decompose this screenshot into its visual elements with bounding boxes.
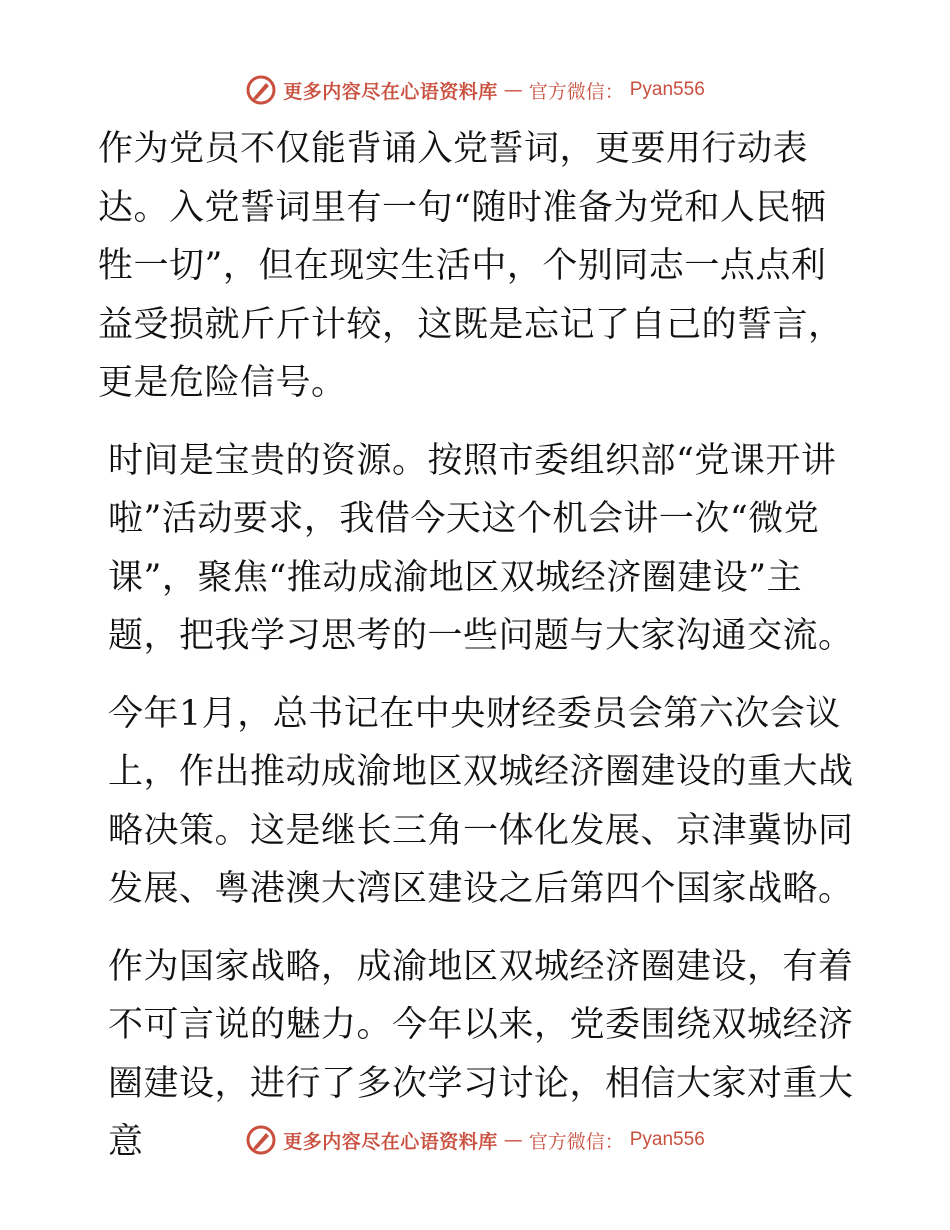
banner-main-text: 更多内容尽在心语资料库 — [283, 1130, 498, 1153]
banner-wechat-id: Pyan556 — [629, 79, 705, 100]
document-body — [98, 120, 858, 1191]
paragraph-3: 今年1月，总书记在中央财经委员会第六次会议上，作出推动成渝地区双城经济圈建设的重大战略决策。这是继长三角一体化发展、京津冀协同发展、粤港澳大湾区建设之后第四个国家战略。 — [108, 693, 854, 909]
paragraph-2: 时间是宝贵的资源。按照市委组织部“党课开讲啦”活动要求，我借今天这个机会讲一次“微党课”，聚焦“推动成渝地区双城经济圈建设”主题，把我学习思考的一些问题与大家沟通交流。 — [108, 440, 854, 656]
banner-wechat-id: Pyan556 — [629, 1129, 705, 1150]
banner-separator: — — [503, 79, 523, 101]
header-banner — [0, 70, 950, 110]
banner-wechat-label: 官方微信： — [528, 1130, 624, 1153]
pen-logo-icon — [245, 74, 277, 106]
paragraph-1: 作为党员不仅能背诵入党誓词，更要用行动表达。入党誓词里有一句“随时准备为党和人民牺牲一切”，但在现实生活中，个别同志一点点利益受损就斤斤计较，这既是忘记了自己的誓言，更是危险信号。 — [98, 129, 844, 403]
banner-wechat-label: 官方微信： — [528, 80, 624, 103]
paragraph-4: 作为国家战略，成渝地区双城经济圈建设，有着不可言说的魅力。今年以来，党委围绕双城经济圈建设，进行了多次学习讨论，相信大家对重大意 — [108, 946, 854, 1162]
banner-main-text: 更多内容尽在心语资料库 — [283, 80, 498, 103]
banner-separator: — — [503, 1129, 523, 1151]
pen-logo-icon — [245, 1124, 277, 1156]
footer-banner — [0, 1120, 950, 1160]
